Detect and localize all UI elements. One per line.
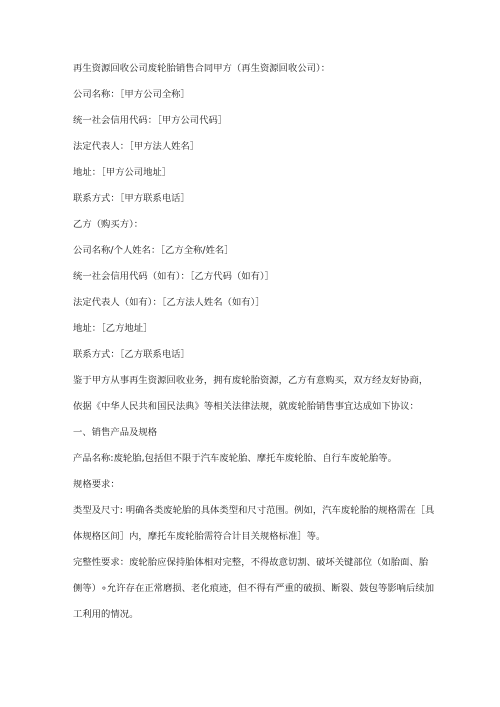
integrity-line-3: 工利用的情况。: [73, 609, 139, 620]
integrity-line-1: 完整性要求：废轮胎应保持胎体相对完整，不得故意切割、破坏关键部位（如胎面、胎: [73, 557, 429, 568]
party-a-contact: 联系方式：［甲方联系电话］: [73, 193, 190, 204]
party-a-credit-code: 统一社会信用代码：［甲方公司代码］: [73, 115, 228, 126]
contract-intro: 再生资源回收公司废轮胎销售合同甲方（再生资源回收公司）：: [73, 63, 331, 74]
integrity-line-2: 侧等）∘允许存在正常磨损、老化痕迹，但不得有严重的破损、断裂、鼓包等影响后续加: [73, 583, 435, 594]
product-name: 产品名称:废轮胎,包括但不限于汽车废轮胎、摩托车废轮胎、自行车废轮胎等。: [73, 453, 397, 464]
party-a-address: 地址：［甲方公司地址］: [73, 167, 172, 178]
party-a-company-name: 公司名称：［甲方公司全称］: [73, 89, 190, 100]
preamble-line-1: 鉴于甲方从事再生资源回收业务，拥有废轮胎资源，乙方有意购买，双方经友好协商，: [73, 375, 429, 386]
contract-body: [73, 62, 433, 621]
party-b-contact: 联系方式：［乙方联系电话］: [73, 349, 190, 360]
party-a-legal-rep: 法定代表人：［甲方法人姓名］: [73, 141, 200, 152]
preamble-line-2: 依据《中华人民共和国民法典》等相关法律法规，就废轮胎销售事宜达成如下协议：: [73, 401, 419, 412]
party-b-heading: 乙方（购买方）：: [73, 219, 144, 230]
party-b-company-name: 公司名称/个人姓名：［乙方全称/姓名］: [73, 245, 234, 256]
spec-heading: 规格要求：: [73, 479, 120, 490]
party-b-address: 地址：［乙方地址］: [73, 323, 153, 334]
type-size-line-2: 体规格区间］内，摩托车废轮胎需符合计目关规格标准］等。: [73, 531, 326, 542]
party-b-legal-rep: 法定代表人（如有）：［乙方法人姓名（如有）］: [73, 297, 265, 308]
section-1-heading: 一、销售产品及规格: [73, 427, 158, 438]
party-b-credit-code: 统一社会信用代码（如有）：［乙方代码（如有）］: [73, 271, 275, 282]
type-size-line-1: 类型及尺寸: 明确各类废轮胎的具体类型和尺寸范围。例如，汽车废轮胎的规格需在［具: [73, 505, 435, 516]
